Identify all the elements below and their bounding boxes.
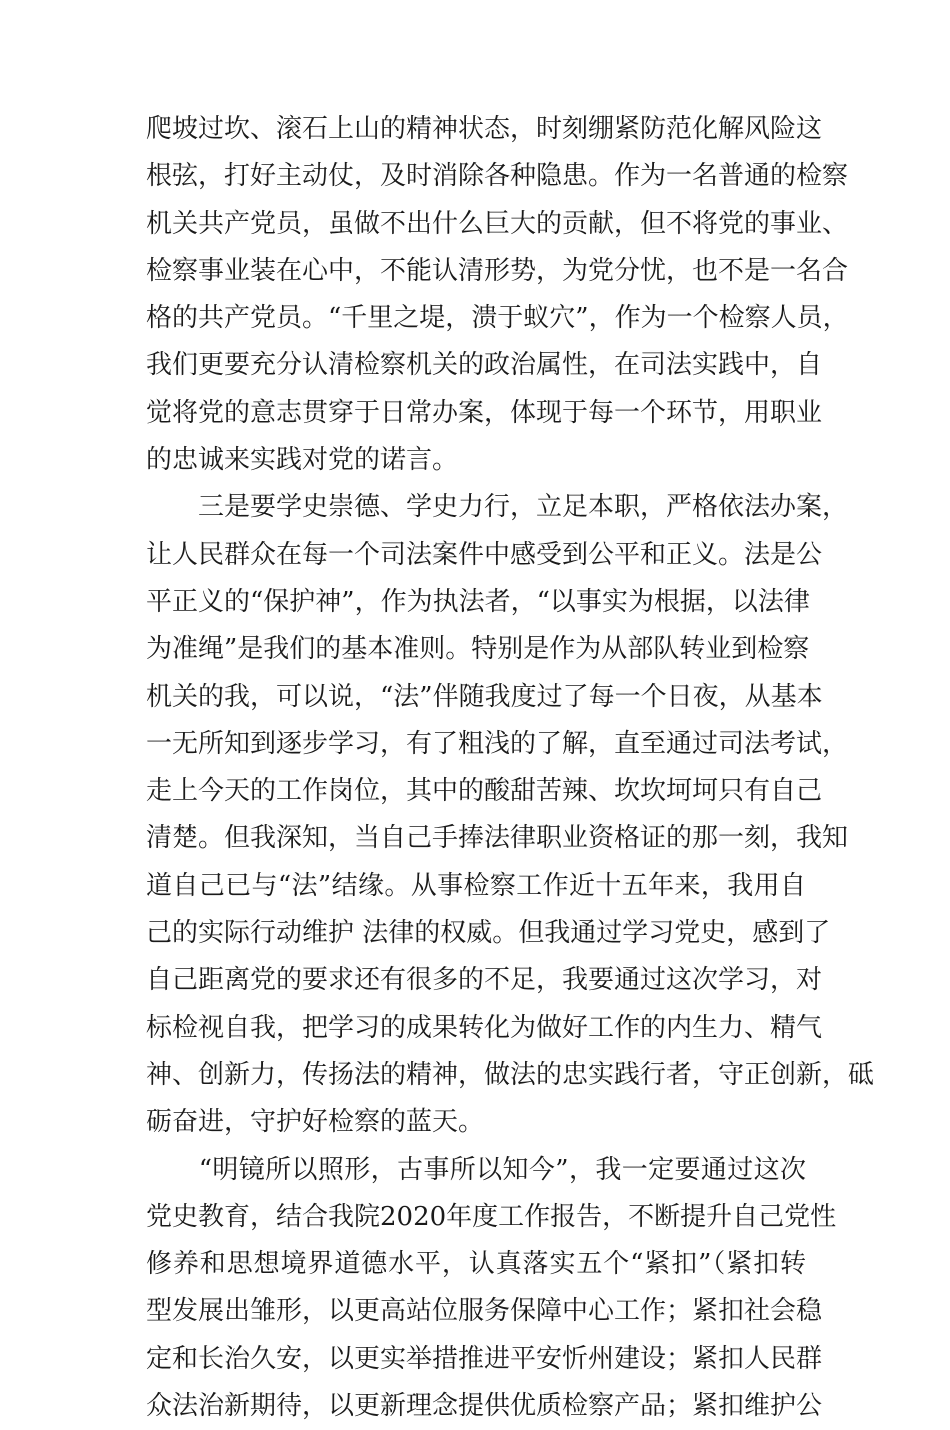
text-line: 觉将党的意志贯穿于日常办案，体现于每一个环节，用职业 — [146, 397, 823, 428]
text-line: 格的共产党员。“千里之堤，溃于蚁穴”，作为一个检察人员， — [146, 303, 849, 334]
text-line: 己的实际行动维护 法律的权威。但我通过学习党史，感到了 — [146, 918, 831, 949]
paragraph-3 — [146, 1147, 837, 1430]
text-line: 自己距离党的要求还有很多的不足，我要通过这次学习，对 — [146, 965, 823, 996]
text-line: 走上今天的工作岗位，其中的酸甜苦辣、坎坎坷坷只有自己 — [146, 776, 823, 807]
text-line: 我们更要充分认清检察机关的政治属性，在司法实践中，自 — [146, 350, 823, 381]
text-line: 机关的我，可以说，“法”伴随我度过了每一个日夜，从基本 — [146, 681, 823, 712]
paragraph-2 — [146, 484, 875, 1146]
text-line: 道自己已与“法”结缘。从事检察工作近十五年来，我用自 — [146, 870, 806, 901]
text-line: 神、创新力，传扬法的精神，做法的忠实践行者，守正创新，砥 — [146, 1059, 875, 1090]
paragraph-1 — [146, 106, 849, 484]
text-line: 爬坡过坎、滚石上山的精神状态，时刻绷紧防范化解风险这 — [146, 114, 823, 144]
text-line: 为准绳”是我们的基本准则。特别是作为从部队转业到检察 — [146, 634, 810, 665]
text-line: 一无所知到逐步学习，有了粗浅的了解，直至通过司法考试， — [146, 728, 849, 759]
text-line: 党史教育，结合我院2020年度工作报告，不断提升自己党性 — [146, 1201, 837, 1232]
text-line: 定和长治久安，以更实举措推进平安忻州建设；紧扣人民群 — [146, 1343, 823, 1374]
text-line: 砺奋进，守护好检察的蓝天。 — [146, 1107, 485, 1138]
text-line: 检察事业装在心中，不能认清形势，为党分忧，也不是一名合 — [146, 255, 849, 286]
text-line: 众法治新期待，以更新理念提供优质检察产品；紧扣维护公 — [146, 1391, 823, 1422]
text-line: 标检视自我，把学习的成果转化为做好工作的内生力、精气 — [146, 1012, 823, 1043]
text-line: 平正义的“保护神”，作为执法者，“以事实为根据，以法律 — [146, 586, 810, 617]
text-line: 让人民群众在每一个司法案件中感受到公平和正义。法是公 — [146, 539, 823, 570]
text-line: 机关共产党员，虽做不出什么巨大的贡献，但不将党的事业、 — [146, 208, 849, 239]
text-line: 清楚。但我深知，当自己手捧法律职业资格证的那一刻，我知 — [146, 823, 849, 854]
text-line: “明镜所以照形，古事所以知今”，我一定要通过这次 — [146, 1154, 806, 1185]
text-line: 型发展出雏形，以更高站位服务保障中心工作；紧扣社会稳 — [146, 1296, 823, 1327]
text-line: 的忠诚来实践对党的诺言。 — [146, 445, 459, 476]
body-text — [146, 106, 875, 1430]
text-line: 三是要学史崇德、学史力行，立足本职，严格依法办案， — [146, 492, 849, 523]
text-line: 修养和思想境界道德水平，认真落实五个“紧扣”（紧扣转 — [146, 1249, 806, 1280]
text-line: 根弦，打好主动仗，及时消除各种隐患。作为一名普通的检察 — [146, 161, 849, 192]
